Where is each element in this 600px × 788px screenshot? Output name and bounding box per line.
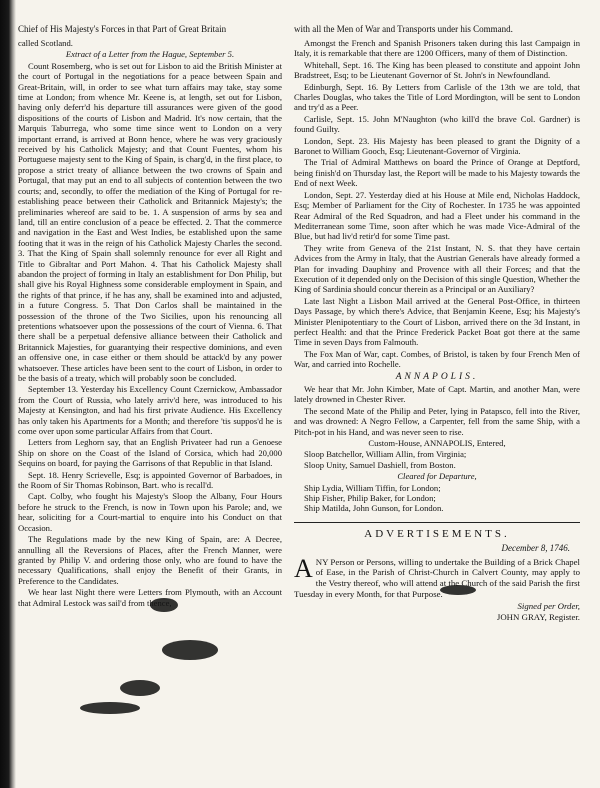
ink-stain	[120, 680, 160, 696]
advertisement-body: ANY Person or Persons, willing to undertake the Building of a Brick Chapel of Ease, in the Parish of Christ-Church in Calvert County, may apply to the Vestry thereof, who will attend at the Church of the said Parish the first Tuesday in every Month, for that Purpose.	[294, 553, 580, 600]
ship-entry: Sloop Unity, Samuel Dashiell, from Boston.	[304, 459, 456, 470]
annapolis-paragraph: The second Mate of the Philip and Peter, lying in Patapsco, fell into the River, and was drowned: A Negro Fellow, a Carpenter, fell from the same Ship, with a Pitch-pot in his Hand, and was never seen to rise.	[294, 405, 580, 437]
article-paragraph: Count Rosemberg, who is set out for Lisbon to aid the British Minister at the court of Portugal in the negotiations for a peace between Spain and Great-Britain, will, in order to see what turn affairs may take, stay some time at London; from whence Mr. Keene is, at length, set out for Lisbon, having only deferr'd his departure till assurances were given of the good dispositions of the courts of Lisbon and Madrid. It's now certain, that the Marquis Taburrega, who some time since went to London on a very important errand, is arrived at Bonn hence, where he was very graciously received by his Catholick Majesty; and that Count Fuentes, whom his Portuguese majesty sent to the King of Spain, is charg'd, in the first place, to propose a strict treaty of alliance between the two crowns of Spain and Portugal, that may put an end to all subjects of contention between the two courts; and, secondly, to offer the mediation of the King of Portugal for re-establishing peace between their Catholick and Britannick Majesty's; the preliminaries whereof are said to be. 1. A suspension of arms by sea and land, till an entire conclusion of a peace be effected. 2. That the commerce and navigation in the East and West Indies, be established upon the same footing that it was in the reign of his Catholick Majesty Charles the second. 3. That the King of Spain shall solemnly renounce for ever all Right and Title to Gibraltar and Port Mahon. 4. That his Catholick Majesty shall abandon the project of forming in Italy an establishment for Don Philip, but shall give his Royal Highness some considerable employment in Spain, and the rights of that prince, if he has any, shall be examined into and adjusted, in a future Congress. 5. That Don Carlos shall be maintained in the possession of the throne of the Two Sicilies, upon his renouncing all pretentions whatsoever upon the possessions of the court of Vienna. 6. That there shall be a perpetual defensive alliance between their Catholick and Britannick Majesties, for guarantying their respective dominions, and even an offensive one, in case either or them should be attack'd by any power whatsoever. These articles have been sent to the court of Lisbon, in order to be the basis of a treaty, which will probably soon be concluded.	[18, 60, 282, 383]
advertisement-signed: Signed per Order,	[517, 600, 580, 611]
article-paragraph: London, Sept. 27. Yesterday died at his House at Mile end, Nicholas Haddock, Esq; Member of Parliament for the City of Rochester. In 1735 he was appointed Rear Admiral of the Red Squadron, and had a Fleet under his command in the Mediterranean some Time, soon after which he was made Vice-Admiral of the Blue, but had liv'd retir'd for some Time past.	[294, 189, 580, 242]
ship-entry: Sloop Batchellor, William Allin, from Virginia;	[304, 449, 467, 460]
article-paragraph: We hear last Night there were Letters from Plymouth, with an Account that Admiral Lestock was sail'd from thence,	[18, 587, 282, 608]
article-paragraph: Edinburgh, Sept. 16. By Letters from Carlisle of the 13th we are told, that Charles Douglas, who takes the Title of Lord Mordington, will be sent to London and try'd as a Peer.	[294, 81, 580, 113]
article-paragraph: September 13. Yesterday his Excellency Count Czernickow, Ambassador from the Court of Russia, who lately arriv'd here, was introduced to his Majesty at Kensington, and had his first private Audience. His Excellency has only taken his Apartments for a Month; and therefore 'tis suppos'd he is come over upon some particular Affairs from that Court.	[18, 384, 282, 437]
ink-stain	[80, 702, 140, 714]
header-right-text: with all the Men of War and Transports under his Command.	[294, 24, 513, 34]
ship-entry: Ship Lydia, William Tiffin, for London;	[304, 482, 441, 493]
annapolis-paragraph: We hear that Mr. John Kimber, Mate of Capt. Martin, and another Man, were lately drowned in Chester River.	[294, 384, 580, 405]
article-paragraph: Capt. Colby, who fought his Majesty's Sloop the Albany, Four Hours before he struck to the French, is now in Town upon his Parole; and, we hear, soliciting for a Court-martial to enquire into his Conduct on that Occasion.	[18, 491, 282, 533]
ship-entry: Ship Matilda, John Gunson, for London.	[304, 503, 444, 514]
article-paragraph: Whitehall, Sept. 16. The King has been pleased to constitute and appoint John Bradstreet, Esq; to be Lieutenant Governor of St. John's in Newfoundland.	[294, 59, 580, 81]
advertisement-date: December 8, 1746.	[501, 543, 570, 554]
right-column	[294, 38, 580, 624]
article-paragraph: called Scotland.	[18, 38, 73, 48]
page-damage-edge	[0, 0, 16, 788]
cleared-heading: Cleared for Departure,	[397, 471, 477, 482]
article-heading: Extract of a Letter from the Hague, September 5.	[65, 49, 235, 60]
ship-entry: Ship Fisher, Philip Baker, for London;	[304, 493, 436, 504]
drop-cap: A	[294, 553, 313, 583]
article-paragraph: The Regulations made by the new King of Spain, are: A Decree, annulling all the Reversions of Places, after the French Manner, were granted by Philip V. and ordering those only, who are found to have the necessary Qualifications, shall enjoy the Benefit of their Grants, in Preference to the Candidates.	[18, 534, 282, 586]
article-paragraph: Sept. 18. Henry Scrievelle, Esq; is appointed Governor of Barbadoes, in the Room of Sir Thomas Robinson, Bart. who is recall'd.	[18, 469, 282, 491]
article-paragraph: Letters from Leghorn say, that an English Privateer had run a Genoese Ship on shore on the Coast of the Island of Corsica, which had 20,000 Sequins on board, for paying the Garrisons of that Republic in that Island.	[18, 437, 282, 469]
article-paragraph: The Fox Man of War, capt. Combes, of Bristol, is taken by four French Men of War, and carried into Rochelle.	[294, 348, 580, 370]
article-paragraph: London, Sept. 23. His Majesty has been pleased to grant the Dignity of a Baronet to William Gooch, Esq; Lieutenant-Governor of Virginia.	[294, 135, 580, 157]
article-paragraph: Late last Night a Lisbon Mail arrived at the General Post-Office, in thirteen Days Passage, by which there's Advice, that Benjamin Keene, Esq; his Majesty's Minister Plenipotentiary to the Court of Lisbon, arrived there on the 3d Instant, in perfect Health: and that the Prince Frederick Packet Boat got there at the same Time in seven Days from Falmouth.	[294, 295, 580, 348]
left-column	[18, 38, 282, 609]
article-paragraph: Amongst the French and Spanish Prisoners taken during this last Campaign in Italy, it is remarkable that there are 1200 Officers, many of them of Distinction.	[294, 38, 580, 59]
annapolis-heading: ANNAPOLIS.	[395, 371, 479, 382]
article-paragraph: They write from Geneva of the 21st Instant, N. S. that they have certain Advices from the Army in Italy, that the Austrian Generals have already formed a Plan for invading Dauphiny and Provence with all their Forces; and that the Execution of it depended only on the Decision of this single Question, Whether the King of Sardinia should concur therein as a Principal or an Auxiliary?	[294, 242, 580, 295]
advertisement-signer: JOHN GRAY, Register.	[496, 612, 580, 623]
section-divider	[294, 522, 580, 523]
article-paragraph: The Trial of Admiral Matthews on board the Prince of Orange at Deptford, being finish'd on Thursday last, the Report will be made to his Majesty towards the End of next Week.	[294, 157, 580, 189]
header-left-text: Chief of His Majesty's Forces in that Part of Great Britain	[18, 24, 227, 34]
advertisements-title: ADVERTISEMENTS.	[364, 527, 510, 540]
article-paragraph: Carlisle, Sept. 15. John M'Naughton (who kill'd the brave Col. Gardner) is found Guilty.	[294, 113, 580, 135]
ink-stain	[162, 640, 218, 660]
customs-heading: Custom-House, ANNAPOLIS, Entered,	[368, 438, 506, 449]
